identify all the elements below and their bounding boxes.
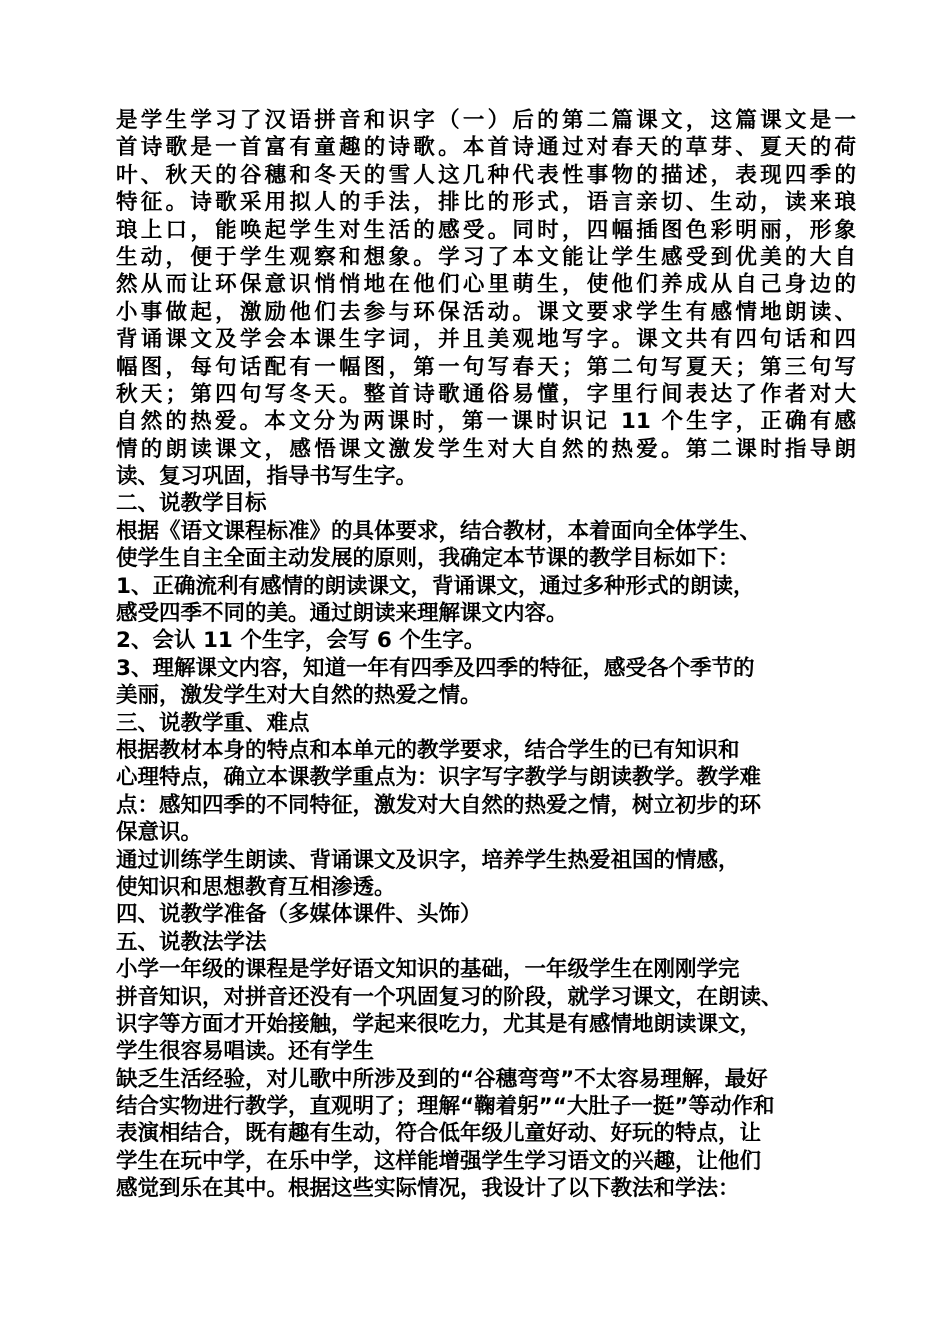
text-line: 读、复习巩固，指导书写生字。 bbox=[116, 464, 418, 490]
text-line: 五、说教法学法 bbox=[116, 929, 267, 955]
text-line: 三、说教学重、难点 bbox=[116, 710, 310, 736]
text-line: 二、说教学目标 bbox=[116, 491, 267, 517]
text-line: 叶、秋天的谷穗和冬天的雪人这几种代表性事物的描述，表现四季的 bbox=[116, 162, 856, 188]
text-line: 背诵课文及学会本课生字词，并且美观地写字。课文共有四句话和四 bbox=[116, 327, 856, 353]
text-line: 缺乏生活经验，对儿歌中所涉及到的“谷穗弯弯”不太容易理解，最好 bbox=[116, 1066, 768, 1092]
text-line: 根据《语文课程标准》的具体要求，结合教材，本着面向全体学生、 bbox=[116, 518, 762, 544]
text-line: 感受四季不同的美。通过朗读来理解课文内容。 bbox=[116, 601, 568, 627]
text-line: 学生很容易唱读。还有学生 bbox=[116, 1039, 375, 1065]
text-line: 首诗歌是一首富有童趣的诗歌。本首诗通过对春天的草芽、夏天的荷 bbox=[116, 135, 856, 161]
text-line: 2、会认 11 个生字，会写 6 个生字。 bbox=[116, 628, 486, 654]
text-line: 自然的热爱。本文分为两课时，第一课时识记 11 个生字，正确有感 bbox=[116, 409, 856, 435]
text-line: 表演相结合，既有趣有生动，符合低年级儿童好动、好玩的特点，让 bbox=[116, 1121, 762, 1147]
text-line: 小学一年级的课程是学好语文知识的基础，一年级学生在刚刚学完 bbox=[116, 957, 740, 983]
text-line: 生动，便于学生观察和想象。学习了本文能让学生感受到优美的大自 bbox=[116, 244, 856, 270]
text-line: 小事做起，激励他们去参与环保活动。课文要求学生有感情地朗读、 bbox=[116, 299, 856, 325]
text-line: 特征。诗歌采用拟人的手法，排比的形式，语言亲切、生动，读来琅 bbox=[116, 190, 856, 216]
text-line: 然从而让环保意识悄悄地在他们心里萌生，使他们养成从自己身边的 bbox=[116, 272, 856, 298]
text-line: 是学生学习了汉语拼音和识字（一）后的第二篇课文，这篇课文是一 bbox=[116, 108, 856, 133]
text-line: 识字等方面才开始接触，学起来很吃力，尤其是有感情地朗读课文， bbox=[116, 1011, 762, 1037]
text-line: 琅上口，能唤起学生对生活的感受。同时，四幅插图色彩明丽，形象 bbox=[116, 217, 856, 243]
text-line: 使学生自主全面主动发展的原则，我确定本节课的教学目标如下： bbox=[116, 546, 740, 572]
document-body bbox=[116, 107, 856, 1203]
text-line: 秋天；第四句写冬天。整首诗歌通俗易懂，字里行间表达了作者对大 bbox=[116, 381, 856, 407]
text-line: 结合实物进行教学，直观明了；理解“鞠着躬”“大肚子一挺”等动作和 bbox=[116, 1094, 775, 1120]
text-line: 四、说教学准备（多媒体课件、头饰） bbox=[116, 902, 482, 928]
text-line: 学生在玩中学，在乐中学，这样能增强学生学习语文的兴趣，让他们 bbox=[116, 1148, 762, 1174]
text-line: 点：感知四季的不同特征，激发对大自然的热爱之情，树立初步的环 bbox=[116, 792, 762, 818]
text-line: 使知识和思想教育互相渗透。 bbox=[116, 874, 396, 900]
text-line: 1、正确流利有感情的朗读课文，背诵课文，通过多种形式的朗读， bbox=[116, 573, 755, 599]
text-line: 根据教材本身的特点和本单元的教学要求，结合学生的已有知识和 bbox=[116, 737, 740, 763]
text-line: 心理特点，确立本课教学重点为：识字写字教学与朗读教学。教学难 bbox=[116, 765, 762, 791]
text-line: 情的朗读课文，感悟课文激发学生对大自然的热爱。第二课时指导朗 bbox=[116, 436, 856, 462]
text-line: 拼音知识，对拼音还没有一个巩固复习的阶段，就学习课文，在朗读、 bbox=[116, 984, 783, 1010]
text-line: 通过训练学生朗读、背诵课文及识字，培养学生热爱祖国的情感， bbox=[116, 847, 740, 873]
text-line: 3、理解课文内容，知道一年有四季及四季的特征，感受各个季节的 bbox=[116, 655, 755, 681]
text-line: 美丽，激发学生对大自然的热爱之情。 bbox=[116, 683, 482, 709]
text-line: 保意识。 bbox=[116, 820, 203, 846]
text-line: 幅图，每句话配有一幅图，第一句写春天；第二句写夏天；第三句写 bbox=[116, 354, 856, 380]
text-line: 感觉到乐在其中。根据这些实际情况，我设计了以下教法和学法： bbox=[116, 1176, 740, 1202]
